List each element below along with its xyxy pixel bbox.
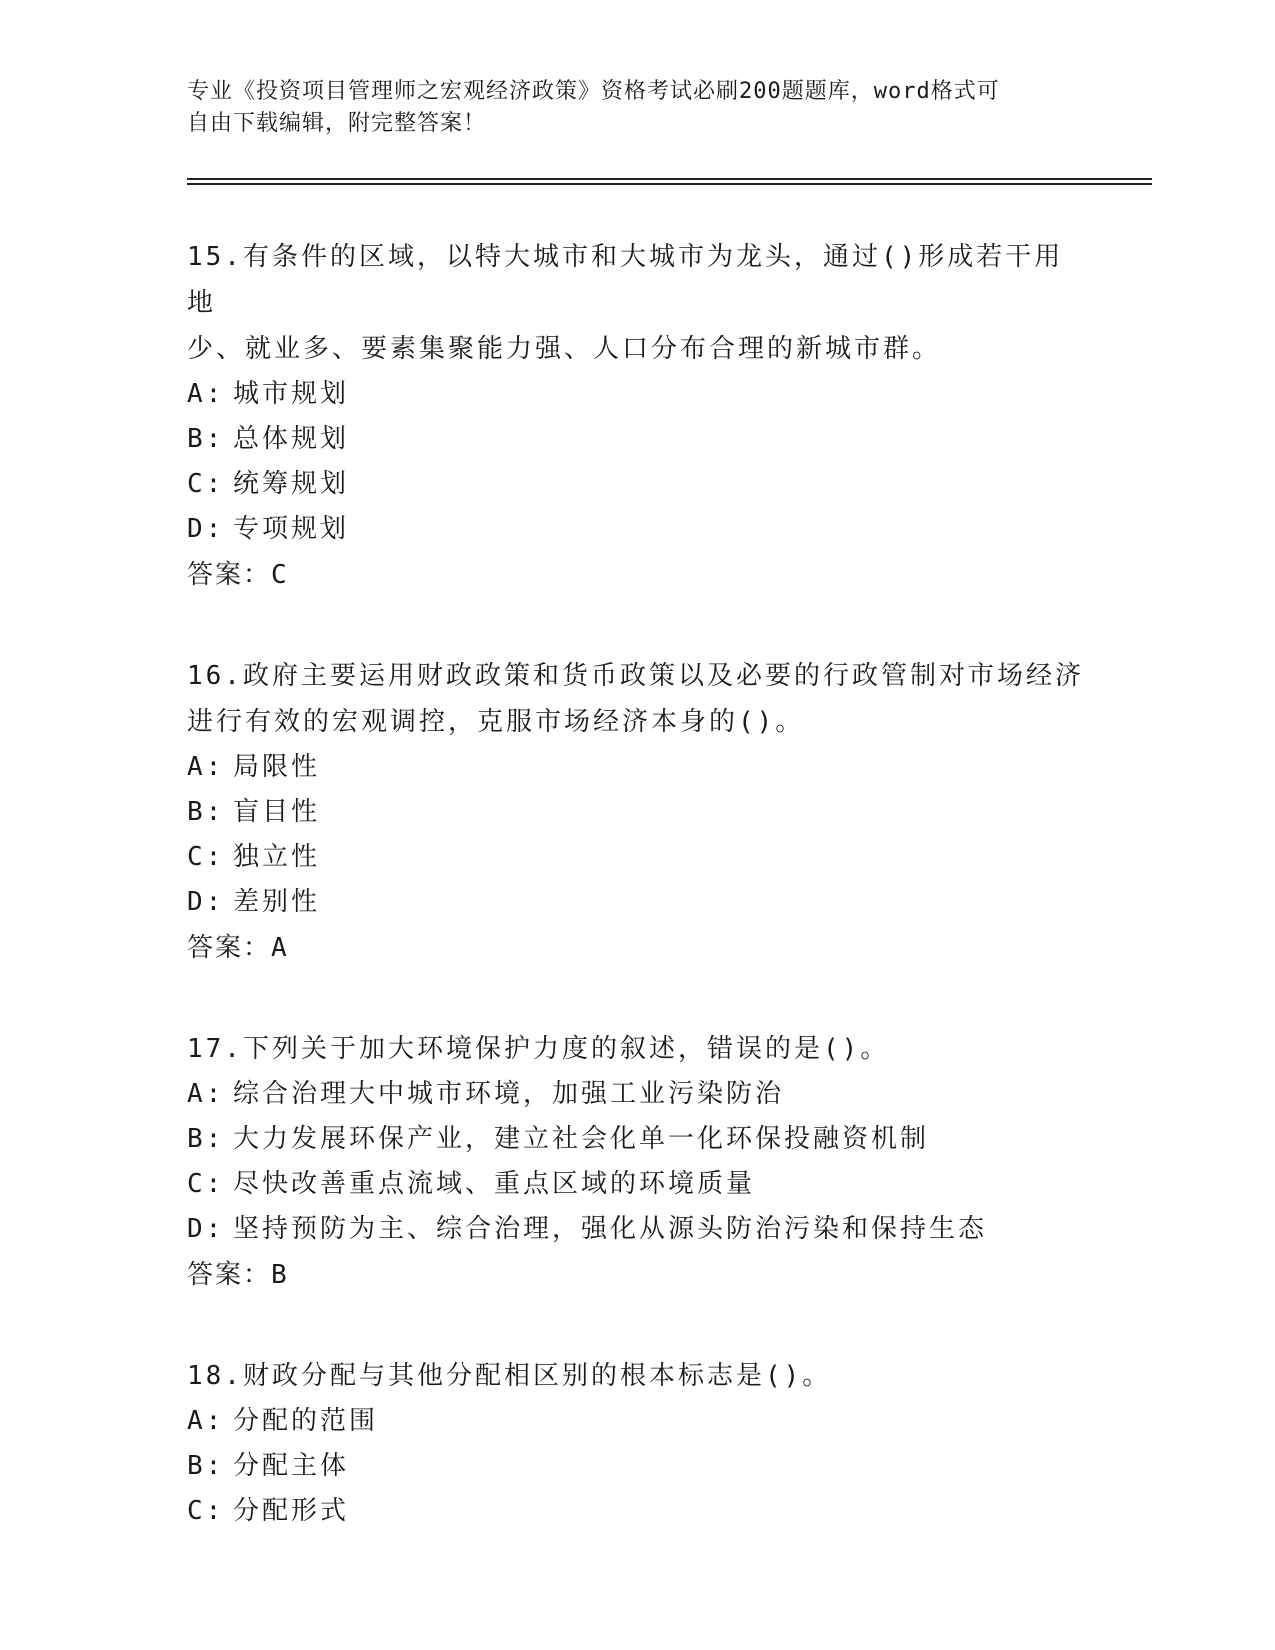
option-key: C: xyxy=(187,1496,225,1526)
question-list xyxy=(187,234,1087,1589)
option-text: 盲目性 xyxy=(233,797,321,827)
option-b xyxy=(187,417,1087,462)
option-a xyxy=(187,1072,1087,1117)
answer-line: 答案：C xyxy=(187,560,289,590)
answer-line: 答案：B xyxy=(187,1260,289,1290)
option-a xyxy=(187,372,1087,417)
option-text: 分配的范围 xyxy=(233,1406,379,1436)
option-b xyxy=(187,790,1087,835)
question-stem: 18.财政分配与其他分配相区别的根本标志是()。 xyxy=(187,1361,832,1391)
option-key: D: xyxy=(187,887,225,917)
option-text: 分配主体 xyxy=(233,1451,350,1481)
intro-line-1: 专业《投资项目管理师之宏观经济政策》资格考试必刷200题题库，word格式可 xyxy=(187,79,1000,104)
option-d xyxy=(187,507,1087,552)
option-a xyxy=(187,745,1087,790)
option-key: C: xyxy=(187,469,225,499)
option-b xyxy=(187,1117,1087,1162)
option-b xyxy=(187,1444,1087,1489)
option-key: B: xyxy=(187,1124,225,1154)
option-key: D: xyxy=(187,514,225,544)
option-text: 专项规划 xyxy=(233,514,350,544)
option-text: 分配形式 xyxy=(233,1496,350,1526)
option-key: A: xyxy=(187,752,225,782)
option-c xyxy=(187,835,1087,880)
option-text: 综合治理大中城市环境，加强工业污染防治 xyxy=(233,1079,785,1109)
question-stem: 15.有条件的区域，以特大城市和大城市为龙头，通过()形成若干用地 xyxy=(187,242,1064,318)
intro-line-2: 自由下载编辑，附完整答案！ xyxy=(187,111,487,136)
option-c xyxy=(187,462,1087,507)
question-stem: 16.政府主要运用财政政策和货币政策以及必要的行政管制对市场经济 xyxy=(187,661,1084,691)
option-c xyxy=(187,1489,1087,1534)
option-key: C: xyxy=(187,842,225,872)
option-text: 差别性 xyxy=(233,887,321,917)
question-15 xyxy=(187,234,1087,598)
option-key: C: xyxy=(187,1169,225,1199)
option-key: A: xyxy=(187,379,225,409)
header-divider-bottom xyxy=(187,183,1152,185)
option-a xyxy=(187,1399,1087,1444)
option-text: 坚持预防为主、综合治理，强化从源头防治污染和保持生态 xyxy=(233,1214,988,1244)
option-text: 总体规划 xyxy=(233,424,350,454)
option-key: B: xyxy=(187,424,225,454)
option-d xyxy=(187,1207,1087,1252)
option-text: 尽快改善重点流域、重点区域的环境质量 xyxy=(233,1169,756,1199)
document-header xyxy=(187,76,1067,140)
question-stem: 少、就业多、要素集聚能力强、人口分布合理的新城市群。 xyxy=(187,334,942,364)
option-key: B: xyxy=(187,797,225,827)
option-text: 统筹规划 xyxy=(233,469,350,499)
option-text: 大力发展环保产业，建立社会化单一化环保投融资机制 xyxy=(233,1124,930,1154)
option-key: A: xyxy=(187,1406,225,1436)
question-stem: 进行有效的宏观调控，克服市场经济本身的()。 xyxy=(187,707,805,737)
question-16 xyxy=(187,653,1087,971)
question-stem: 17.下列关于加大环境保护力度的叙述，错误的是()。 xyxy=(187,1034,890,1064)
option-text: 局限性 xyxy=(233,752,321,782)
answer-line: 答案：A xyxy=(187,933,289,963)
header-divider-top xyxy=(187,178,1152,180)
option-text: 独立性 xyxy=(233,842,321,872)
option-key: B: xyxy=(187,1451,225,1481)
option-text: 城市规划 xyxy=(233,379,350,409)
option-c xyxy=(187,1162,1087,1207)
option-key: A: xyxy=(187,1079,225,1109)
option-d xyxy=(187,880,1087,925)
option-key: D: xyxy=(187,1214,225,1244)
question-18 xyxy=(187,1353,1087,1534)
question-17 xyxy=(187,1026,1087,1298)
